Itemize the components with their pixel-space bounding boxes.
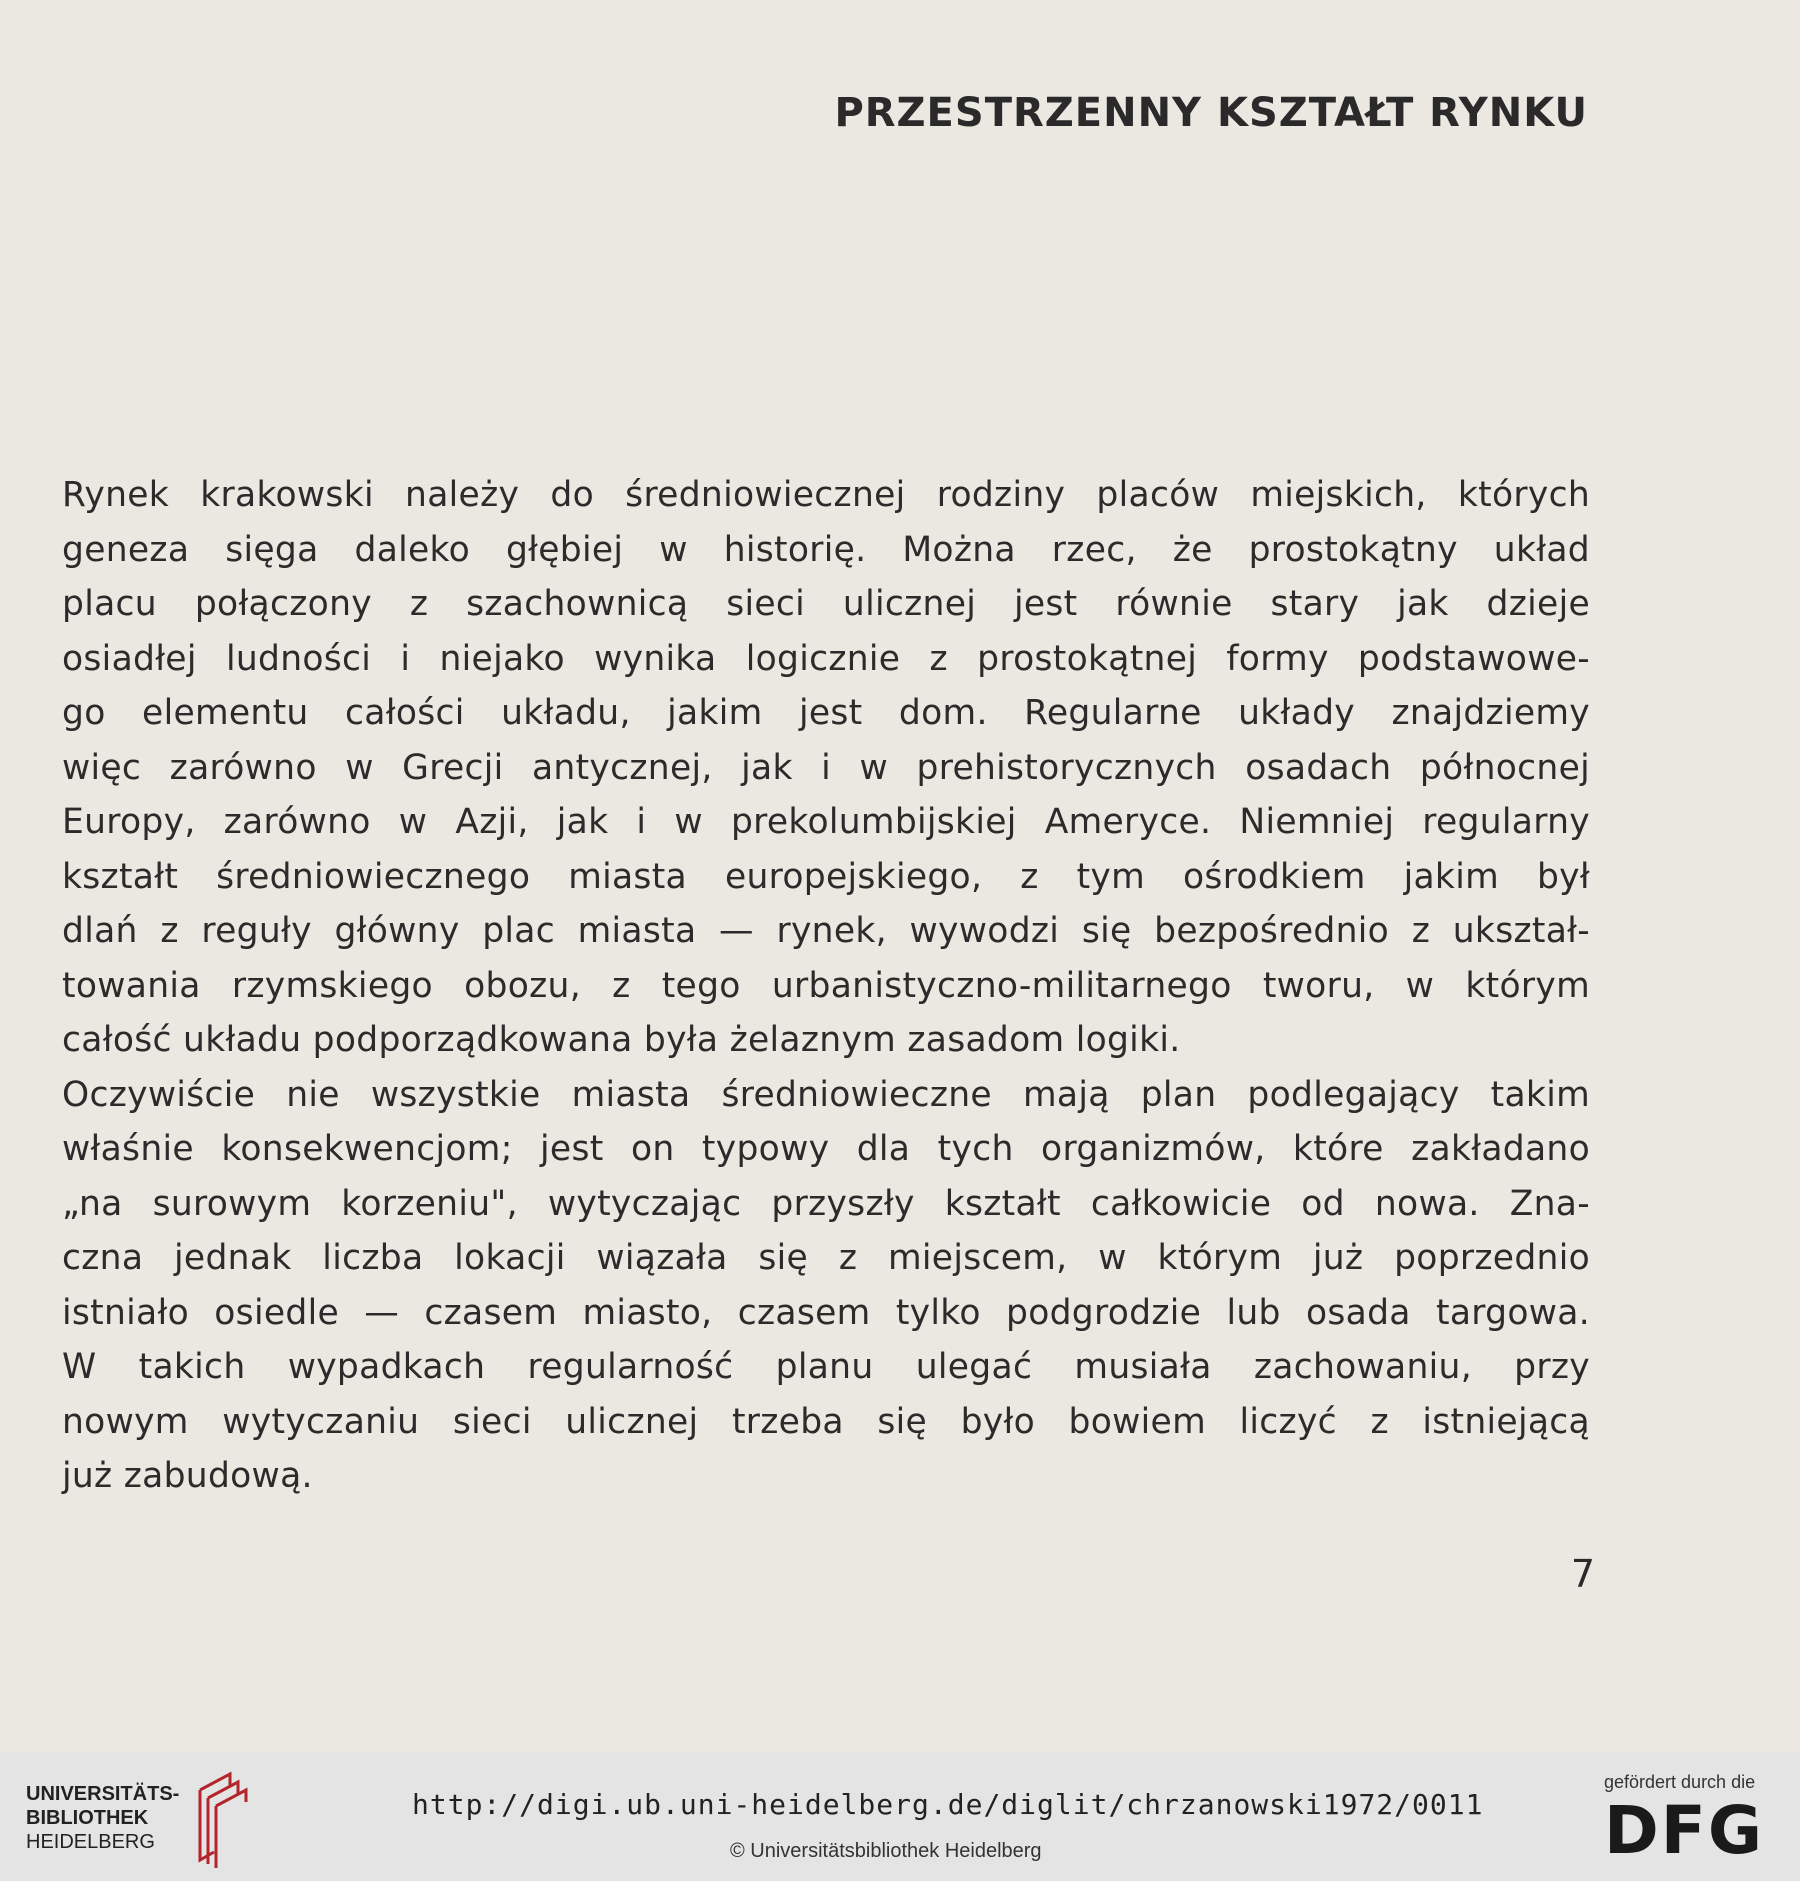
library-logo-icon (180, 1768, 252, 1868)
text-line: geneza sięga daleko głębiej w historię. Można rzec, że prostokątny układ (62, 529, 1590, 570)
library-logo-text[interactable] (26, 1782, 179, 1854)
text-line: dlań z reguły główny plac miasta — rynek, wywodzi się bezpośrednio z ukształ- (62, 911, 1590, 951)
footer-bar (0, 1752, 1800, 1881)
text-line: czna jednak liczba lokacji wiązała się z miejscem, w którym już poprzednio (62, 1238, 1590, 1278)
text-line: istniało osiedle — czasem miasto, czasem tylko podgrodzie lub osada targowa. (62, 1292, 1590, 1333)
page-number: 7 (1570, 1552, 1595, 1596)
body-text (62, 468, 1590, 1504)
text-line: placu połączony z szachownicą sieci ulicznej jest równie stary jak dzieje (62, 584, 1590, 624)
text-line: Rynek krakowski należy do średniowiecznej rodziny placów miejskich, których (62, 475, 1590, 515)
text-line: towania rzymskiego obozu, z tego urbanistyczno-militarnego tworu, w którym (62, 965, 1590, 1006)
copyright-notice: © Universitätsbibliothek Heidelberg (730, 1840, 1042, 1862)
text-line: nowym wytyczaniu sieci ulicznej trzeba się było bowiem liczyć z istniejącą (62, 1401, 1590, 1442)
text-line: Oczywiście nie wszystkie miasta średniowieczne mają plan podlegający takim (62, 1074, 1590, 1115)
text-line: go elementu całości układu, jakim jest dom. Regularne układy znajdziemy (62, 693, 1590, 733)
library-logo-line: BIBLIOTHEK (26, 1807, 149, 1829)
text-line: już zabudową. (62, 1456, 313, 1496)
text-line: Europy, zarówno w Azji, jak i w prekolumbijskiej Ameryce. Niemniej regularny (62, 802, 1590, 842)
text-line: W takich wypadkach regularność planu ulegać musiała zachowaniu, przy (62, 1347, 1590, 1387)
dfg-logo[interactable]: DFG (1604, 1792, 1765, 1869)
text-line: właśnie konsekwencjom; jest on typowy dla tych organizmów, które zakładano (62, 1129, 1590, 1169)
permalink-url[interactable]: http://digi.ub.uni-heidelberg.de/diglit/chrzanowski1972/0011 (412, 1788, 1484, 1821)
text-line: całość układu podporządkowana była żelaznym zasadom logiki. (62, 1020, 1181, 1060)
text-line: więc zarówno w Grecji antycznej, jak i w prehistorycznych osadach północnej (62, 747, 1590, 788)
page-heading: PRZESTRZENNY KSZTAŁT RYNKU (834, 90, 1588, 136)
library-logo-line: HEIDELBERG (26, 1831, 155, 1853)
library-logo-line: UNIVERSITÄTS- (26, 1783, 180, 1805)
text-line: „na surowym korzeniu", wytyczając przyszły kształt całkowicie od nowa. Zna- (62, 1183, 1590, 1224)
text-line: kształt średniowiecznego miasta europejskiego, z tym ośrodkiem jakim był (62, 856, 1590, 897)
dfg-caption: gefördert durch die (1604, 1772, 1756, 1792)
text-line: osiadłej ludności i niejako wynika logicznie z prostokątnej formy podstawowe- (62, 638, 1590, 679)
